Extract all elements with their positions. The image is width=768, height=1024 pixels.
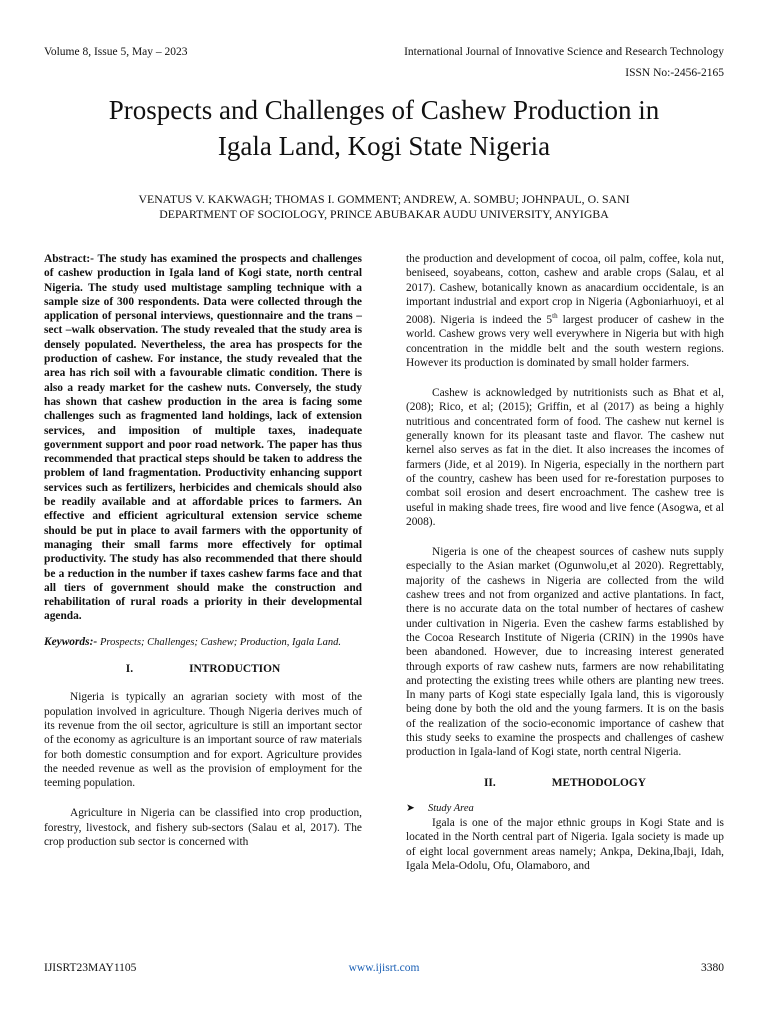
footer-article-id: IJISRT23MAY1105: [44, 962, 137, 974]
keywords-label: Keywords:-: [44, 635, 98, 648]
study-area-paragraph: Igala is one of the major ethnic groups in Kogi State and is located in the North central part of Nigeria. Igala society is made up of eight local government areas namely; Ankpa, Dekina,Ibaji, Idah, Igala Mela-Odolu, Ofu, Olamaboro, and: [406, 817, 724, 873]
intro-paragraph-2: Agriculture in Nigeria can be classified into crop production, forestry, livestock, and fishery sub-sectors (Salau et al, 2017). The crop production sub sector is concerned with: [44, 807, 362, 848]
section-1-number: I.: [125, 663, 134, 676]
section-1-title: INTRODUCTION: [189, 663, 281, 676]
study-area-label: Study Area: [428, 802, 474, 814]
keywords-text: Prospects; Challenges; Cashew; Production, Igala Land.: [100, 636, 342, 648]
intro-paragraph-1: Nigeria is typically an agrarian society with most of the population involved in agriculture. Though Nigeria derives much of its revenue from the oil sector, agriculture is still an important sector of the economy as agriculture is an important source of raw materials for both domestic consumption and for export. Agriculture provides the needed revenue as well as the provision of employment for the teeming population.: [44, 691, 362, 790]
author-block: [40, 192, 728, 222]
arrow-bullet-icon: ➤: [406, 802, 415, 814]
section-2-title: METHODOLOGY: [551, 776, 646, 789]
left-column: [44, 252, 362, 849]
paper-title-line-2: Igala Land, Kogi State Nigeria: [217, 131, 551, 161]
header-journal: International Journal of Innovative Science and Research Technology: [404, 46, 724, 58]
author-names: VENATUS V. KAKWAGH; THOMAS I. GOMMENT; ANDREW, A. SOMBU; JOHNPAUL, O. SANI: [138, 192, 630, 206]
footer-website-link[interactable]: www.ijisrt.com: [348, 962, 420, 974]
author-affiliation: DEPARTMENT OF SOCIOLOGY, PRINCE ABUBAKAR AUDU UNIVERSITY, ANYIGBA: [159, 207, 609, 221]
abstract: Abstract:- The study has examined the prospects and challenges of cashew production in Igala land of Kogi state, north central Nigeria. The study used multistage sampling technique with a sample size of 300 respondents. Data were collected through the application of personal interviews, questionnaire and the trans –sect –walk observation. The study revealed that the study area is densely populated. Nevertheless, the area has prospects for the production of cashew. For instance, the study revealed that the area has rich soil with a favourable climatic condition. There is also a ready market for the cashew nuts. Conversely, the study has shown that cashew production in the area is facing some challenges such as fragmented land holdings, lack of extension services, and imposition of multiple taxes, inadequate government support and poor road network. The paper has thus recommended that practical steps should be taken to address the problem of land fragmentation. Productivity enhancing support services such as fertilizers, herbicides and chemicals should also be readily available and at affordable prices to farmers. An effective and efficient agricultural extension service scheme should be put in place to avail farmers with the opportunity of managing their small farms more effectively for optimal productivity. The study has also recommended that there should be a reduction in the number if taxes cashew farms face and that all tiers of government should make the construction and rehabilitation of rural roads a priority in their developmental agenda.: [44, 253, 362, 623]
footer-page-number: 3380: [701, 962, 724, 974]
section-introduction-heading: [44, 662, 362, 676]
keywords: [44, 635, 362, 650]
section-methodology-heading: [406, 776, 724, 790]
study-area-subheading: [406, 802, 724, 816]
right-paragraph-1-part-b: largest producer of cashew in the world. Cashew grows very well everywhere in Nigeria but with high concentration in the middle belt and the south western regions. However its production is dominated by small holder farmers.: [406, 313, 724, 369]
paper-title: [40, 92, 728, 164]
section-2-number: II.: [483, 776, 496, 789]
header-issn: ISSN No:-2456-2165: [625, 67, 724, 79]
right-column: [406, 252, 724, 873]
header-volume: Volume 8, Issue 5, May – 2023: [44, 46, 188, 58]
paper-title-line-1: Prospects and Challenges of Cashew Production in: [108, 95, 660, 125]
right-paragraph-3: Nigeria is one of the cheapest sources of cashew nuts supply especially to the Asian market (Ogunwolu,et al 2020). Regrettably, majority of the cashews in Nigeria are collected from the wild cashew trees and not from organized and active plantations. In fact, there is no accurate data on the total number of hectares of cashew under cultivation in Nigeria. Even the cashew farms established by the Cocoa Research Institute of Nigeria (CRIN) in the 1990s have been abandoned. However, due to increasing interest generated through exports of raw cashew nuts, farmers are now rehabilitating and protecting the existing trees while others are planting new trees. In many parts of Kogi state especially Igala land, this is vigorously being done by both the old and the young farmers. It is on the basis of the realization of the socio-economic importance of cashew that this study seeks to examine the prospects and challenges of cashew production in Igala-land of Kogi state, north central Nigeria.: [406, 546, 724, 759]
right-paragraph-1-part-a: the production and development of cocoa, oil palm, coffee, kola nut, beniseed, soyabeans, cotton, cashew and arable crops (Salau, et al 2017). Cashew, botanically known as anacardium occidentale, is an important industrial and export crop in Nigeria (Agboniarhuoyi, et al 2008). Nigeria is indeed the 5: [406, 253, 724, 326]
right-paragraph-2: Cashew is acknowledged by nutritionists such as Bhat et al, (208); Rico, et al; (2015); Griffin, et al (2017) as being a highly nutritious and concentrated form of food. The cashew nut kernel is generally known for its pleasant taste and flavor. The cashew nut kernel also serves as fat in the diet. It also increases the incomes of farmers (Jide, et al 2019). In Nigeria, especially in the northern part of the country, cashew has been used for re-forestation purposes to combat soil erosion and desert encroachment. The cashew tree is useful in making shade trees, fire wood and live fence (Asogwa, et al 2008).: [406, 387, 724, 528]
ordinal-superscript: th: [552, 312, 558, 321]
right-paragraph-1: [406, 252, 724, 370]
